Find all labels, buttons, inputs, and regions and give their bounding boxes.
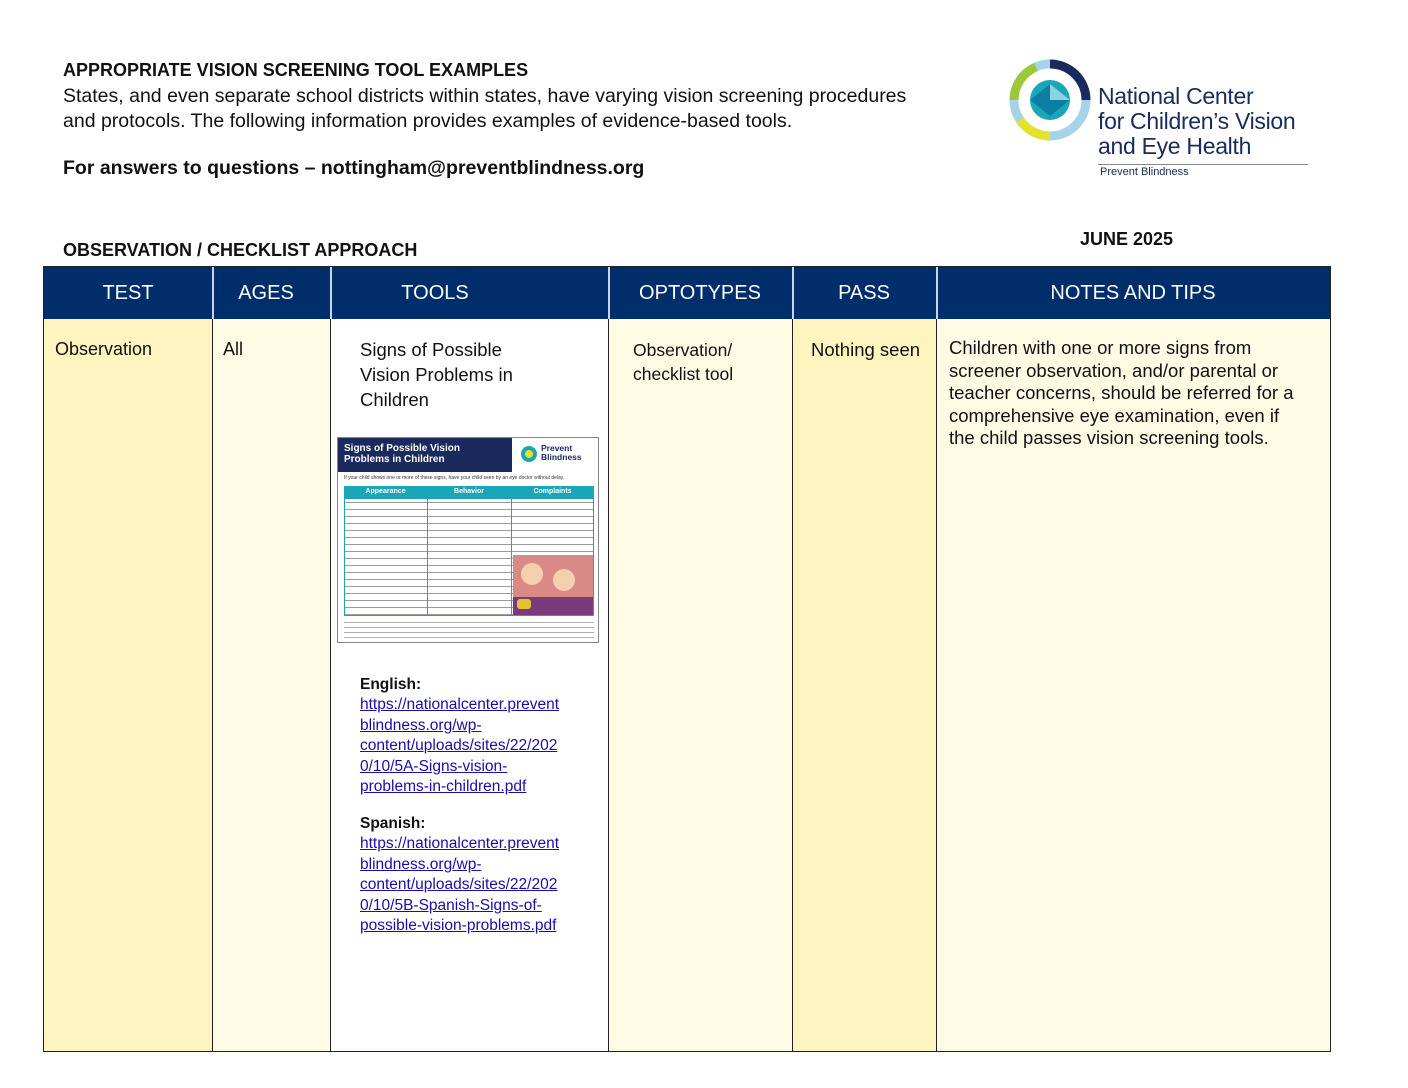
link-line[interactable]: blindness.org/wp- [360,855,482,873]
notes-line: screener observation, and/or parental or [949,359,1279,381]
link-line[interactable]: possible-vision-problems.pdf [360,917,557,935]
header-test: TEST [102,282,154,304]
link-line[interactable]: content/uploads/sites/22/202 [360,876,558,894]
subtitle-line: States, and even separate school districts within states, have varying vision screening procedures [63,85,907,107]
link-line[interactable]: https://nationalcenter.prevent [360,696,560,713]
flyer-intro: If your child shows one or more of these signs, have your child seen by an eye doctor without delay. [344,475,565,481]
flyer-col-headers [344,486,594,498]
notes-line: comprehensive eye examination, even if [949,404,1280,426]
english-label: English: [360,676,422,693]
notes-line: teacher concerns, should be referred for a [949,382,1294,403]
optotypes-line: checklist tool [633,364,734,384]
cell-notes [949,337,1294,450]
spanish-label: Spanish: [360,815,426,832]
flyer-title-line: Problems in Children [344,454,445,465]
flyer-col-header: Complaints [533,488,572,495]
cell-test: Observation [55,339,153,359]
col-ages [212,319,330,1051]
link-line[interactable]: https://nationalcenter.prevent [360,835,560,852]
header-divider [936,267,938,319]
tool-title-line: Vision Problems in [360,364,513,385]
section-title: OBSERVATION / CHECKLIST APPROACH [63,240,418,260]
flyer-brand [520,442,596,470]
header-divider [792,267,794,319]
tool-title-line: Signs of Possible [360,339,502,360]
header-divider [608,267,610,319]
flyer-checklist [344,498,594,616]
cell-ages: All [223,339,244,359]
logo-line: National Center [1098,83,1254,109]
page-subtitle [63,84,943,134]
col-optotypes [608,319,792,1051]
header-ages: AGES [238,282,294,304]
screening-table [43,266,1331,1052]
logo-wordmark [1098,84,1295,159]
col-test [44,319,212,1051]
logo-mark-icon [1008,58,1092,142]
flyer-col-header: Appearance [365,488,406,495]
header-divider [330,267,332,319]
link-line[interactable]: content/uploads/sites/22/202 [360,737,558,755]
col-pass [792,319,936,1051]
cell-pass: Nothing seen [811,339,921,360]
flyer-brand-line: Blindness [541,452,582,462]
header-pass: PASS [838,282,890,304]
english-link[interactable] [360,695,559,798]
spanish-link[interactable] [360,834,559,937]
contact-line: For answers to questions – nottingham@preventblindness.org [63,157,645,179]
link-line[interactable]: problems-in-children.pdf [360,778,527,796]
flyer-thumbnail[interactable] [337,437,599,643]
logo-line: for Children’s Vision [1098,108,1296,134]
link-line[interactable]: blindness.org/wp- [360,716,482,734]
table-header [44,267,1330,319]
header-optotypes: OPTOTYPES [639,282,761,304]
flyer-col-header: Behavior [454,488,484,495]
ncchveh-logo [1008,58,1318,183]
date-label: JUNE 2025 [1080,229,1174,249]
flyer-brand-line: Prevent [541,443,573,453]
spanish-section [360,814,559,937]
notes-line: the child passes vision screening tools. [949,427,1269,448]
header-divider [212,267,214,319]
english-section [360,675,559,798]
notes-line: Children with one or more signs from [949,337,1252,358]
flyer-title-line: Signs of Possible Vision [344,443,460,454]
subtitle-line: and protocols. The following information provides examples of evidence-based tools. [63,110,793,132]
flyer-photo [513,555,593,615]
header-notes: NOTES AND TIPS [1050,282,1216,304]
logo-line: and Eye Health [1098,133,1252,159]
header-tools: TOOLS [401,282,469,304]
logo-subbrand: Prevent Blindness [1100,166,1189,178]
prevent-blindness-icon [520,445,538,463]
flyer-title [338,438,512,472]
logo-divider [1098,164,1308,165]
page-title: APPROPRIATE VISION SCREENING TOOL EXAMPLES [63,60,529,80]
tool-title-line: Children [360,389,429,410]
link-line[interactable]: 0/10/5A-Signs-vision- [360,757,508,775]
link-line[interactable]: 0/10/5B-Spanish-Signs-of- [360,896,542,914]
cell-tool-title [360,337,513,412]
cell-optotypes [633,338,733,386]
optotypes-line: Observation/ [633,340,733,360]
flyer-footer [344,620,594,640]
